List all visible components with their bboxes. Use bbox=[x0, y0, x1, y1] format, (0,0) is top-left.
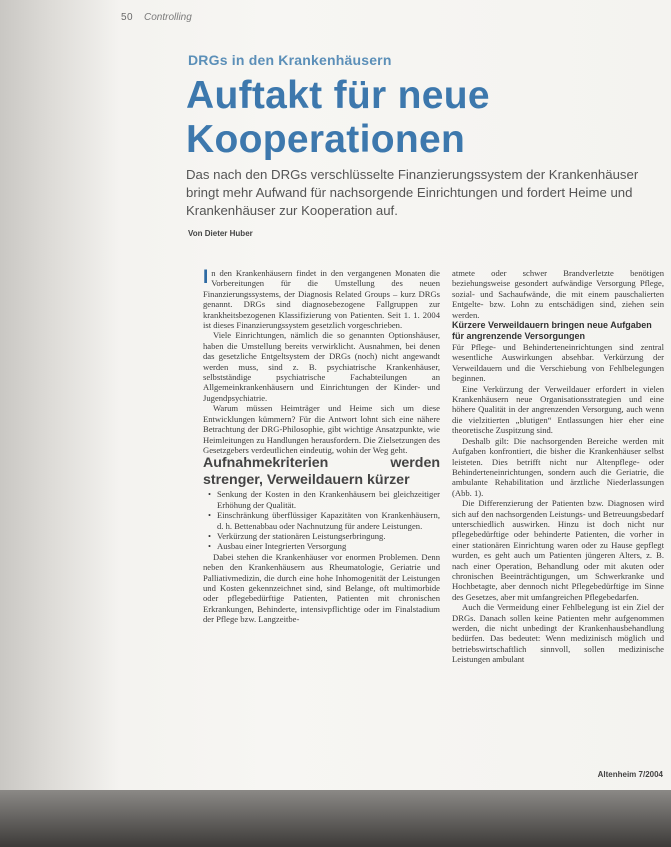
list-item: • Einschränkung überflüssiger Kapazitäten von Krankenhäusern, d. h. Bettenabbau oder Nachnutzung für andere Leistungen. bbox=[217, 510, 440, 531]
paragraph: atmete oder schwer Brandverletzte benötigen beziehungsweise gesondert aufwändige Versorgung Pflege, sozial- und Sachaufwände, die mit einem pauschalierten Entgelte- bzw. Lohn zu entschädigen sind, ziehen sein werden. bbox=[452, 268, 664, 320]
paragraph: Die Differenzierung der Patienten bzw. Diagnosen wird sich auf den nachsorgenden Leistungs- und Betreuungsbedarf unterschiedlich auswirken. Hinzu ist doch nicht nur pflegebedürftige oder behinderte Patienten, die vorher in einer stationären Einrichtung waren oder zu Hause gepflegt wurden, es geht auch um Patienten jüngeren Alters, z. B. nach einer Operation, Behandlung oder mit akuten oder chronischen Beeinträchtigungen, um Schwerkranke und Hochbetagte, aber dennoch nicht Pflegebedürftige im Sinne des Gesetzes, aber mit umfangreichen Pflegebedarfen. bbox=[452, 498, 664, 602]
paragraph: Eine Verkürzung der Verweildauer erfordert in vielen Krankenhäusern neue Organisationsstrategien und eine höhere Qualität in der angrenzenden Versorgung, auch wenn die vielzitierten „blutigen“ Entlassungen hier eher eine theoretische Zuspitzung sind. bbox=[452, 383, 664, 436]
bullet-list bbox=[203, 489, 440, 551]
paragraph: Warum müssen Heimträger und Heime sich um diese Entwicklungen kümmern? Für die Antwort lohnt sich eine nähere Betrachtung der DRG-Philosophie, gibt wichtige Ansatzpunkte, wie Heimleitungen zu Handlungen herausfordern. Die Zielsetzungen des Gesetzgebers verdeutlichen eindeutig, wohin der Weg geht. bbox=[203, 403, 440, 455]
section-name: Controlling bbox=[144, 12, 192, 23]
article-title: Auftakt für neue Kooperationen bbox=[186, 74, 490, 161]
magazine-footer: Altenheim 7/2004 bbox=[597, 770, 663, 779]
drop-cap: I bbox=[203, 267, 209, 288]
list-item: • Senkung der Kosten in den Krankenhäusern bei gleichzeitiger Erhöhung der Qualität. bbox=[217, 489, 440, 510]
scan-edge-shadow bbox=[0, 790, 671, 847]
article-kicker: DRGs in den Krankenhäusern bbox=[188, 52, 392, 68]
article-byline: Von Dieter Huber bbox=[188, 229, 253, 238]
section-subheading: Aufnahmekriterien werden strenger, Verweildauern kürzer bbox=[203, 455, 440, 489]
article-lead: Das nach den DRGs verschlüsselte Finanzierungssystem der Krankenhäuser bringt mehr Aufwand für nachsorgende Einrichtungen und fordert Heime und Krankenhäuser zur Kooperation auf. bbox=[186, 167, 639, 218]
paragraph: Auch die Vermeidung einer Fehlbelegung ist ein Ziel der DRGs. Danach sollen keine Patienten mehr aufgenommen werden, die nicht unbedingt der Krankenhausbehandlung bedürfen. Das bedeutet: Wenn medizinisch möglich und betriebswirtschaftlich sinnvoll, sollen medizinische Leistungen ambulant bbox=[452, 602, 664, 665]
list-item: • Ausbau einer Integrierten Versorgung bbox=[217, 541, 440, 551]
list-item: • Verkürzung der stationären Leistungserbringung. bbox=[217, 531, 440, 541]
paragraph: Viele Einrichtungen, nämlich die so genannten Optionshäuser, haben die Umstellung bereits verwirklicht. Ausnahmen, bei denen das gesetzliche Entgeltsystem der DRGs (noch) nicht angewandt werden muss, sind z. B. psychiatrische Krankenhäuser, selbstständige psychiatrische Fachabteilungen an Allgemeinkrankenhäusern und Einrichtungen der Kinder- und Jugendpsychiatrie. bbox=[203, 330, 440, 403]
page-number: 50 bbox=[121, 12, 134, 23]
text-column-right bbox=[452, 268, 664, 665]
section-subheading: Kürzere Verweildauern bringen neue Aufgaben für angrenzende Versorgungen bbox=[452, 320, 652, 342]
text-column-left bbox=[203, 268, 440, 625]
paragraph bbox=[203, 268, 440, 330]
paragraph: Deshalb gilt: Die nachsorgenden Bereiche werden mit Aufgaben konfrontiert, die bisher die Krankenhäuser selbst leisteten. Dies betrifft nicht nur Altenpflege- oder Behinderteneinrichtungen, sondern auch die Geriatrie, die ambulante Rehabilitation und ärztliche Niederlassungen (Abb. 1). bbox=[452, 435, 664, 498]
book-spine-shadow bbox=[0, 0, 118, 847]
paragraph: Für Pflege- und Behinderteneinrichtungen sind zentral wesentliche Auswirkungen absehbar. Verkürzung der Verweildauern und die Verschiebung von Fehlbelegungen beginnen. bbox=[452, 342, 664, 384]
paragraph-text: n den Krankenhäusern findet in den vergangenen Monaten die Vorbereitungen für die Umstellung des neuen Finanzierungssystems, der Diagnosis Related Groups – kurz DRGs genannt. DRGs sind diagnosebezogene Fallgruppen zur krankheitsbezogenen Klassifizierung von Patienten. Seit 1. 1. 2004 ist dieses Finanzierungssystem gesetzlich vorgeschrieben. bbox=[203, 268, 440, 331]
paragraph: Dabei stehen die Krankenhäuser vor enormen Problemen. Denn neben den Krankenhäusern aus Rheumatologie, Geriatrie und Palliativmedizin, die durch eine hohe Inhomogenität der Leistungen und Kosten gekennzeichnet sind, sind Belange, oft multimorbide oder pflegebedürftige Patienten, Patienten mit chronischen Erkrankungen, Behinderte, intensivpflichtige oder im Finalstadium der Pflege bzw. Langzeitbe- bbox=[203, 551, 440, 625]
